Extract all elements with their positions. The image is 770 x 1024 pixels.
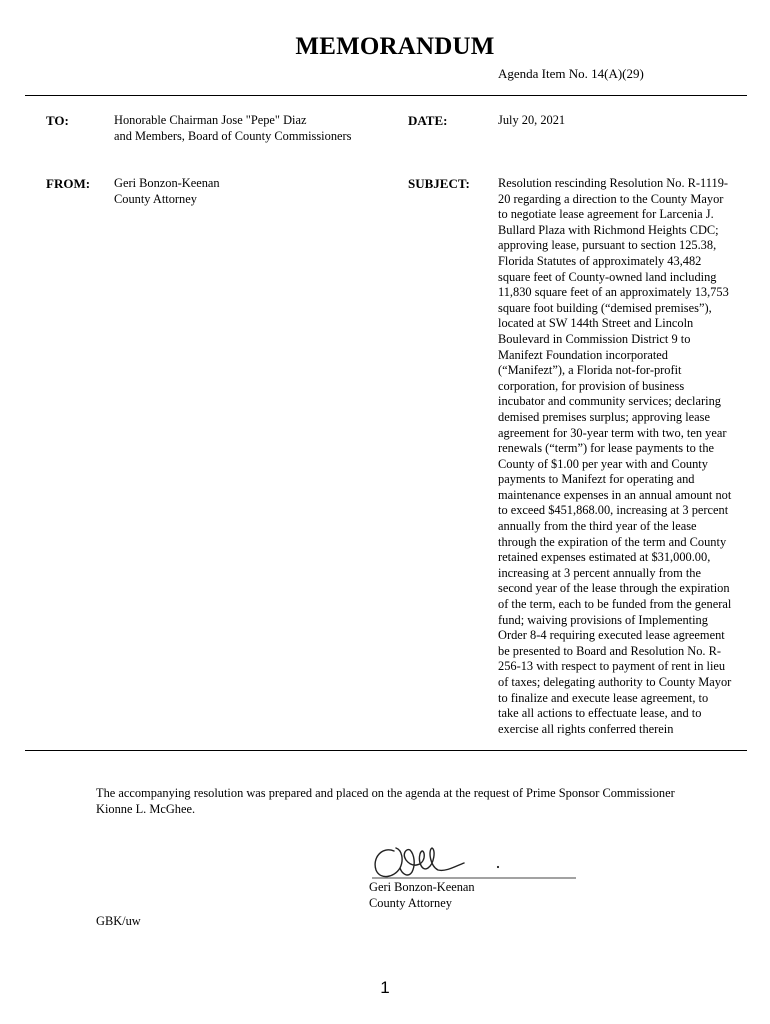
from-label: FROM: bbox=[46, 176, 91, 191]
subject-label: SUBJECT: bbox=[408, 176, 470, 191]
subject-value: Resolution rescinding Resolution No. R-1119- 20 regarding a direction to the County Mayor to negotiate lease agreement for Larcenia J. Bullard Plaza with Richmond Heights CDC; approving lease, pursuant to section 125.38, Florida Statutes of approximately 43,482 square feet of County-owned land including 11,830 square feet of an approximately 13,753 square foot building (“demised premises”), located at SW 144th Street and Lincoln Boulevard in Commission District 9 to Manifezt Foundation incorporated (“Manifezt”), a Florida not-for-profit corporation, for provision of business incubator and community services; declaring demised premises surplus; approving lease agreement for 30-year term with two, ten year renewals (“term”) for lease payments to the County of $1.00 per year with and County payments to Manifezt for operating and maintenance expenses in an annual amount not to exceed $451,868.00, increasing at 3 percent annually from the third year of the lease through the expiration of the term and County retained expenses estimated at $31,000.00, increasing at 3 percent annually from the second year of the lease through the expiration of the term, each to be funded from the general fund; waiving provisions of Implementing Order 8-4 requiring executed lease agreement be presented to Board and Resolution No. R- 256-13 with respect to payment of rent in lieu of taxes; delegating authority to County Mayor to finalize and execute lease agreement, to take all actions to effectuate lease, and to exercise all rights conferred therein bbox=[498, 176, 732, 736]
signatory-name: Geri Bonzon-Keenan bbox=[369, 880, 475, 894]
signatory-title: County Attorney bbox=[369, 896, 452, 910]
signature-name bbox=[369, 879, 475, 911]
agenda-item-number: Agenda Item No. 14(A)(29) bbox=[498, 66, 644, 81]
handwritten-signature bbox=[366, 838, 581, 884]
top-divider bbox=[25, 95, 747, 96]
bottom-divider bbox=[25, 750, 747, 751]
date-value: July 20, 2021 bbox=[498, 113, 566, 127]
body-paragraph: The accompanying resolution was prepared and placed on the agenda at the request of Prime Sponsor Commissioner Kionne L. McGhee. bbox=[96, 786, 675, 816]
to-label: TO: bbox=[46, 113, 69, 128]
from-value: Geri Bonzon-Keenan County Attorney bbox=[114, 176, 220, 206]
author-initials: GBK/uw bbox=[96, 914, 141, 928]
memo-title: MEMORANDUM bbox=[295, 33, 495, 60]
to-value: Honorable Chairman Jose "Pepe" Diaz and Members, Board of County Commissioners bbox=[114, 113, 352, 143]
date-label: DATE: bbox=[408, 113, 448, 128]
page-number: 1 bbox=[380, 978, 390, 997]
